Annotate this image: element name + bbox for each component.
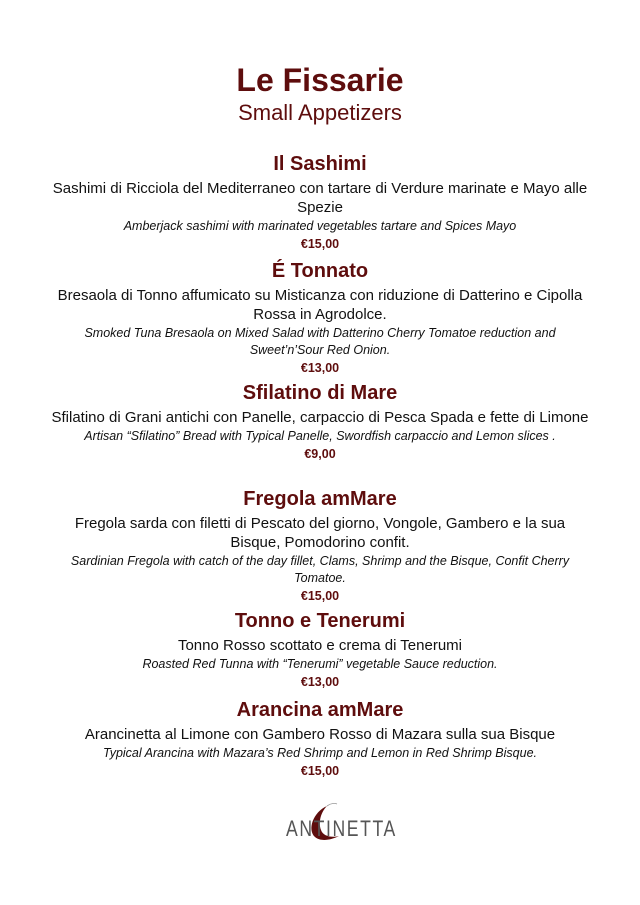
cantinetta-logo <box>250 800 400 850</box>
item-price: €15,00 <box>300 764 340 778</box>
item-description-en: Smoked Tuna Bresaola on Mixed Salad with Datterino Cherry Tomatoe reduction and Sweet’n’Sour Red Onion. <box>84 326 556 357</box>
menu-item <box>50 152 590 253</box>
item-name: Il Sashimi <box>273 153 367 175</box>
item-name: Arancina amMare <box>236 699 404 721</box>
item-description-it: Arancinetta al Limone con Gambero Rosso di Mazara sulla sua Bisque <box>84 726 556 743</box>
menu-item <box>50 609 590 691</box>
menu-item <box>50 381 590 463</box>
page-title: Le Fissarie <box>236 62 404 98</box>
item-name: É Tonnato <box>271 260 369 282</box>
item-description-it: Fregola sarda con filetti di Pescato del giorno, Vongole, Gambero e la sua Bisque, Pomodorino confit. <box>74 515 566 551</box>
item-price: €15,00 <box>300 589 340 603</box>
item-description-it: Tonno Rosso scottato e crema di Tenerumi <box>177 637 463 654</box>
item-description-it: Sashimi di Ricciola del Mediterraneo con tartare di Verdure marinate e Mayo alle Spezie <box>52 180 588 216</box>
item-price: €13,00 <box>300 361 340 375</box>
menu-item <box>50 259 590 377</box>
item-description-en: Typical Arancina with Mazara’s Red Shrimp and Lemon in Red Shrimp Bisque. <box>103 746 537 760</box>
item-name: Sfilatino di Mare <box>242 382 398 404</box>
page-subtitle: Small Appetizers <box>238 100 402 125</box>
item-price: €15,00 <box>300 237 340 251</box>
item-price: €9,00 <box>304 447 336 461</box>
item-description-it: Sfilatino di Grani antichi con Panelle, carpaccio di Pesca Spada e fette di Limone <box>51 409 589 426</box>
item-price: €13,00 <box>300 675 340 689</box>
item-description-en: Sardinian Fregola with catch of the day fillet, Clams, Shrimp and the Bisque, Confit Cherry Tomatoe. <box>70 554 570 585</box>
item-name: Fregola amMare <box>243 488 397 510</box>
item-description-en: Amberjack sashimi with marinated vegetables tartare and Spices Mayo <box>123 219 517 233</box>
item-name: Tonno e Tenerumi <box>234 610 406 632</box>
menu-item <box>50 487 590 605</box>
item-description-en: Artisan “Sfilatino” Bread with Typical Panelle, Swordfish carpaccio and Lemon slices . <box>84 429 556 443</box>
menu-item <box>50 698 590 780</box>
item-description-it: Bresaola di Tonno affumicato su Misticanza con riduzione di Datterino e Cipolla Rossa in Agrodolce. <box>57 287 583 323</box>
item-description-en: Roasted Red Tunna with “Tenerumi” vegetable Sauce reduction. <box>142 657 498 671</box>
logo-text: ANTINETTA <box>286 816 397 841</box>
